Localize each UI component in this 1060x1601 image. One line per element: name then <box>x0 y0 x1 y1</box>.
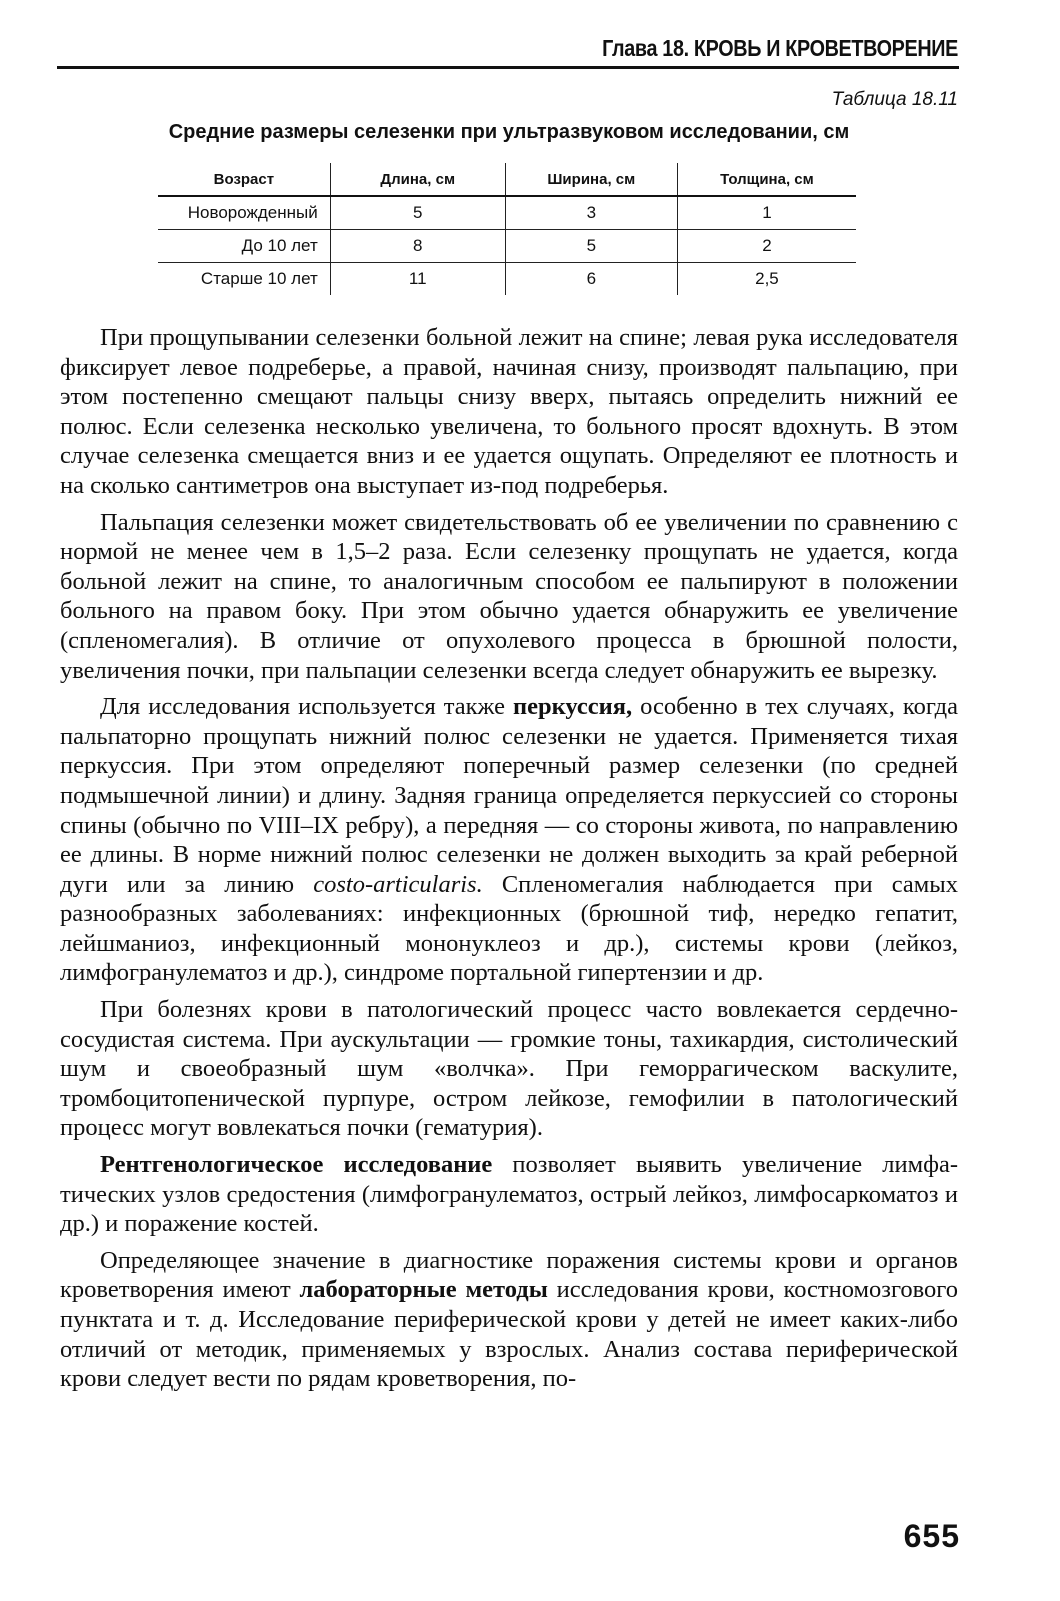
paragraph-text: Для исследования используется также <box>100 693 513 721</box>
table-cell-thickness: 2,5 <box>677 263 856 296</box>
paragraph-text: особенно в тех случаях, когда пальпаторно прощупать нижний полюс селезенки не удается. Применяется тихая перкуссия. При этом определяют поперечный размер селезенки (по средней подмышечной линии) и длину. Задняя граница определяется перкуссией со стороны спины (обычно по VIII–IX ребру), а передняя — со стороны живота, по направлению ее длины. В норме нижний полюс селезенки не должен выходить за край реберной дуги или за линию <box>60 693 958 898</box>
body-text <box>60 323 958 1401</box>
table-cell-thickness: 1 <box>677 196 856 230</box>
paragraph-text: позволяет выявить увеличение лимфатических узлов средостения (лимфогранулематоз, острый лейкоз, лимфосаркоматоз и др.) и поражение костей. <box>60 1151 958 1238</box>
table-cell-length: 11 <box>330 263 505 296</box>
table-row <box>158 263 856 296</box>
paragraph-percussion <box>60 692 958 988</box>
table-cell-width: 3 <box>505 196 677 230</box>
running-header: Глава 18. КРОВЬ И КРОВЕТВОРЕНИЕ <box>602 35 958 61</box>
table-cell-width: 6 <box>505 263 677 296</box>
term-laboratory-methods: лабораторные методы <box>299 1276 548 1304</box>
table-row <box>158 230 856 263</box>
term-percussion: перкуссия, <box>513 693 633 721</box>
paragraph-text: исследования крови, костномозгового пунктата и т. д. Исследование периферической крови у детей не имеет каких-либо отличий от методик, применяемых у взрослых. Анализ состава периферической крови следует вести по рядам кроветворения, по- <box>60 1276 958 1393</box>
paragraph-text: Спленомегалия наблюдается при самых разнообразных заболеваниях: инфекционных (брюшной тиф, нередко гепатит, лейшманиоз, инфекционный мононуклеоз и др.), системы крови (лейкоз, лимфогранулематоз и др.), синдроме портальной гипертензии и др. <box>60 870 958 987</box>
table-cell-thickness: 2 <box>677 230 856 263</box>
column-header-age: Возраст <box>158 163 330 196</box>
term-costo-articularis: costo-articularis. <box>313 870 483 898</box>
table-header-row <box>158 163 856 196</box>
paragraph-text: Определяющее значение в диагностике поражения системы крови и органов кроветворения имеют <box>60 1246 958 1304</box>
table-title: Средние размеры селезенки при ультразвуковом исследовании, см <box>168 121 850 143</box>
table-cell-width: 5 <box>505 230 677 263</box>
paragraph-palpation-findings: Пальпация селезенки может свидетельствовать об ее увеличении по сравнению с нормой не менее чем в 1,5–2 раза. Если селезенку прощупать не удается, когда больной лежит на спине, то аналогичным способом ее пальпируют в положении больного на правом боку. При этом обычно удается обнаружить ее увеличение (спленомегалия). В отличие от опухолевого процесса в брюшной полости, увеличения почки, при пальпации селезенки всегда следует обнаружить ее вырезку. <box>60 508 958 684</box>
paragraph-radiology <box>60 1150 958 1239</box>
paragraph-laboratory <box>60 1246 958 1394</box>
header-rule <box>57 66 959 69</box>
table-number: Таблица 18.11 <box>831 89 958 110</box>
column-header-thickness: Толщина, см <box>677 163 856 196</box>
spleen-size-table <box>158 163 856 295</box>
paragraph-cardiovascular: При болезнях крови в патологический процесс часто вовлекается сердечно-сосудистая система. При аускультации — громкие тоны, тахикардия, систолический шум и своеобразный шум «волчка». При геморрагическом васкулите, тромбоцитопенической пурпуре, остром лейкозе, гемофилии в патологический процесс могут вовлекаться почки (гематурия). <box>60 996 958 1142</box>
table-cell-age: Новорожденный <box>187 203 318 222</box>
column-header-length: Длина, см <box>330 163 505 196</box>
table-cell-age: До 10 лет <box>158 230 330 263</box>
paragraph-palpation-technique: При прощупывании селезенки больной лежит на спине; левая рука исследователя фиксирует левое подреберье, а правой, начиная снизу, производят пальпацию, при этом постепенно смещают пальцы снизу вверх, пытаясь определить нижний ее полюс. Если селезенка несколько увеличена, то больного просят вдохнуть. В этом случае селезенка смещается вниз и ее удается ощупать. Определяют ее плотность и на сколько сантиметров она выступает из-под подреберья. <box>60 324 958 499</box>
page-number: 655 <box>903 1518 960 1554</box>
term-radiology: Рентгенологическое исследование <box>100 1151 493 1179</box>
table-cell-length: 5 <box>330 196 505 230</box>
table-cell-length: 8 <box>330 230 505 263</box>
column-header-width: Ширина, см <box>505 163 677 196</box>
table-cell-age: Старше 10 лет <box>158 263 330 296</box>
table-row <box>158 196 856 230</box>
